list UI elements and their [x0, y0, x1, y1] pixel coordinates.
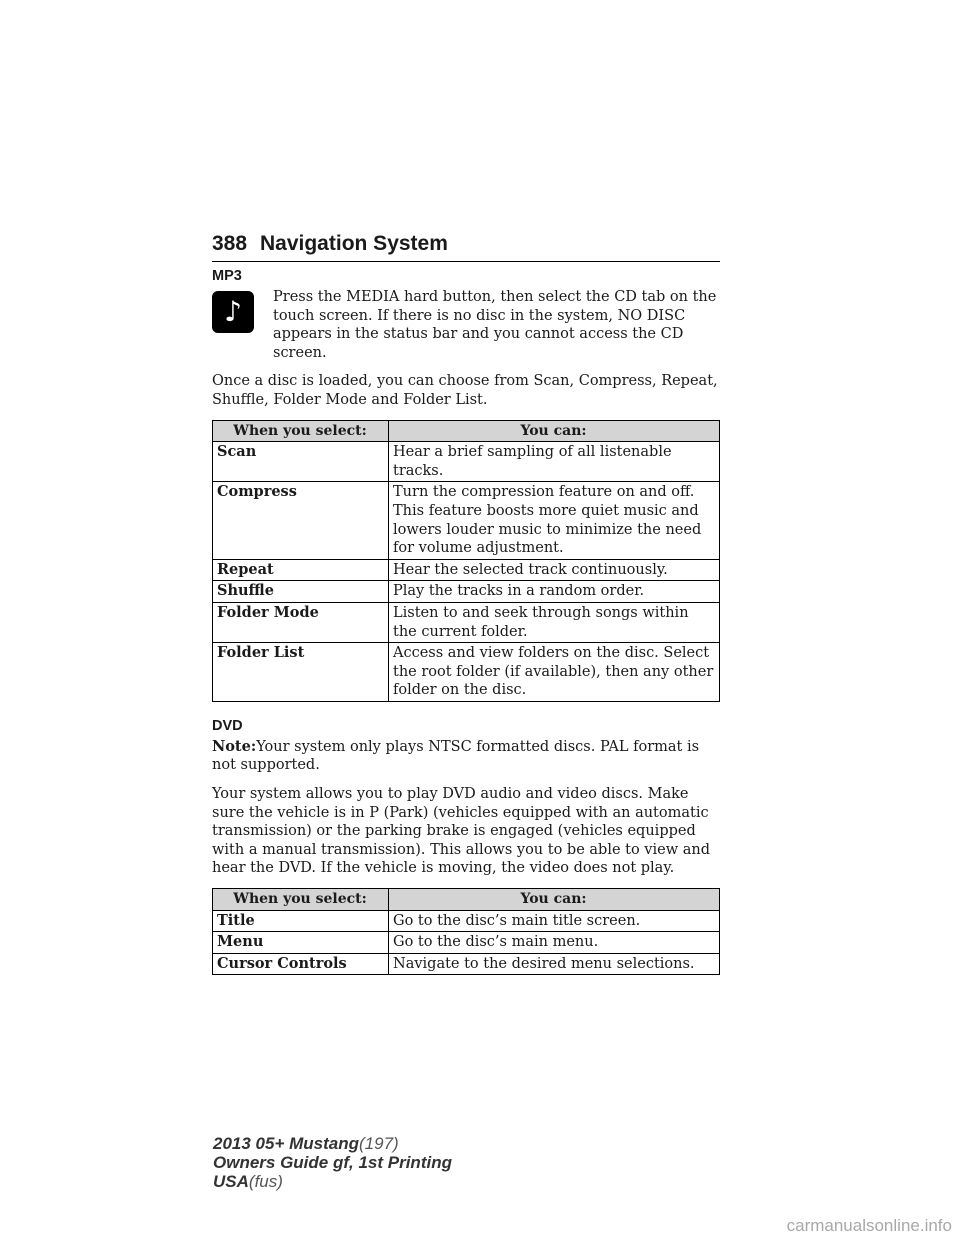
- page-content: [212, 266, 720, 989]
- table-value-cell: Turn the compression feature on and off. This feature boosts more quiet music and lowers louder music to minimize the need for volume adjustment.: [389, 482, 720, 559]
- table-row: [213, 559, 720, 581]
- footer-region: USA: [213, 1172, 249, 1191]
- table-value-cell: Hear a brief sampling of all listenable tracks.: [389, 442, 720, 482]
- table-key-cell: Repeat: [213, 559, 389, 581]
- table-value-cell: Go to the disc’s main title screen.: [389, 910, 720, 932]
- footer-line-3: [213, 1172, 452, 1191]
- watermark: carmanualsonline.info: [786, 1216, 952, 1235]
- table-value-cell: Access and view folders on the disc. Select the root folder (if available), then any other folder on the disc.: [389, 643, 720, 702]
- table-header-cell: You can:: [389, 420, 720, 442]
- dvd-body-text: Your system allows you to play DVD audio and video discs. Make sure the vehicle is in P (Park) (vehicles equipped with an automatic transmission) or the parking brake is engaged (vehicles equipped with a manual transmission). This allows you to be able to view and hear the DVD. If the vehicle is moving, the video does not play.: [212, 786, 711, 877]
- table-header-row: [213, 889, 720, 911]
- table-value-cell: Play the tracks in a random order.: [389, 581, 720, 603]
- mp3-intro-text: Press the MEDIA hard button, then select the CD tab on the touch screen. If there is no disc in the system, NO DISC appears in the status bar and you cannot access the CD screen.: [273, 289, 717, 361]
- table-row: [213, 910, 720, 932]
- table-row: [213, 581, 720, 603]
- footer-line-2: [213, 1153, 452, 1172]
- table-header-cell: When you select:: [213, 889, 389, 911]
- table-row: [213, 953, 720, 975]
- table-key-cell: Title: [213, 910, 389, 932]
- table-value-cell: Go to the disc’s main menu.: [389, 932, 720, 954]
- table-key-cell: Menu: [213, 932, 389, 954]
- table-header-cell: When you select:: [213, 420, 389, 442]
- table-row: [213, 442, 720, 482]
- mp3-heading: MP3: [212, 268, 242, 284]
- table-key-cell: Folder Mode: [213, 602, 389, 642]
- dvd-note: [212, 738, 720, 775]
- table-key-cell: Scan: [213, 442, 389, 482]
- table-row: [213, 643, 720, 702]
- table-value-cell: Navigate to the desired menu selections.: [389, 953, 720, 975]
- page-title: Navigation System: [260, 232, 448, 255]
- table-header-row: [213, 420, 720, 442]
- note-label: Note:: [212, 737, 257, 755]
- table-key-cell: Shuffle: [213, 581, 389, 603]
- mp3-intro-row: [212, 288, 720, 362]
- table-row: [213, 482, 720, 559]
- page-header: [212, 231, 720, 262]
- table-value-cell: Hear the selected track continuously.: [389, 559, 720, 581]
- footer-code: (197): [359, 1134, 399, 1153]
- table-key-cell: Folder List: [213, 643, 389, 702]
- table-key-cell: Cursor Controls: [213, 953, 389, 975]
- footer-line-1: [213, 1134, 452, 1153]
- dvd-options-table: [212, 888, 720, 975]
- mp3-loaded-text: Once a disc is loaded, you can choose from Scan, Compress, Repeat, Shuffle, Folder Mode and Folder List.: [212, 373, 718, 408]
- music-note-icon: ♪: [212, 291, 254, 333]
- table-header-cell: You can:: [389, 889, 720, 911]
- footer-model: 2013 05+ Mustang: [213, 1134, 359, 1153]
- dvd-heading: DVD: [212, 717, 243, 734]
- page-number: 388: [212, 232, 248, 255]
- table-row: [213, 932, 720, 954]
- note-text: Your system only plays NTSC formatted discs. PAL format is not supported.: [212, 738, 700, 774]
- table-row: [213, 602, 720, 642]
- table-key-cell: Compress: [213, 482, 389, 559]
- footer-region-code: (fus): [248, 1172, 283, 1191]
- table-value-cell: Listen to and seek through songs within the current folder.: [389, 602, 720, 642]
- footer-guide: Owners Guide gf, 1st Printing: [213, 1153, 452, 1172]
- mp3-options-table: [212, 420, 720, 702]
- print-footer: [213, 1134, 452, 1191]
